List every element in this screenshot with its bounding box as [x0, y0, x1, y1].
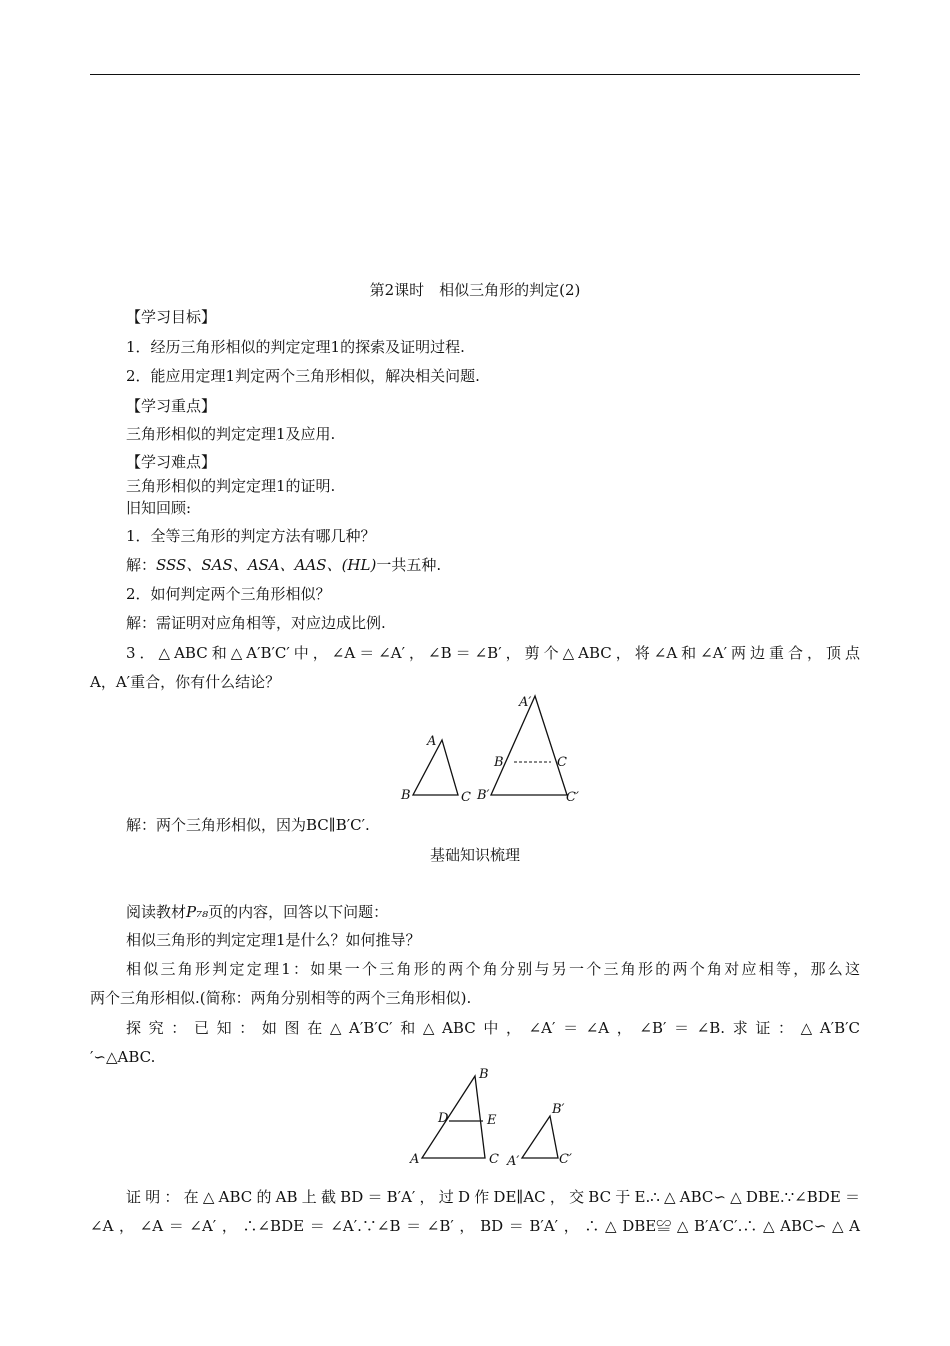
theorem-line-2: 两个三角形相似.(简称：两角分别相等的两个三角形相似).: [90, 989, 472, 1007]
figure-similar-triangles-2: [400, 1064, 590, 1172]
key-heading: 【学习重点】: [126, 397, 217, 415]
answer-1: [126, 555, 441, 575]
goal-2: 2．能应用定理1判定两个三角形相似，解决相关问题.: [126, 367, 480, 385]
question-theorem: 相似三角形的判定定理1是什么？如何推导？: [126, 931, 421, 949]
question-3-line-1: 3．△ABC和△A′B′C′中，∠A＝∠A′，∠B＝∠B′，剪个△ABC，将∠A和∠A′两边重合，顶点: [126, 644, 860, 662]
goals-heading: 【学习目标】: [126, 308, 217, 326]
explore-line-2: ′∽△ABC.: [90, 1048, 156, 1066]
label-d: D: [438, 1111, 449, 1126]
label-a: A: [410, 1152, 420, 1167]
label-c: C: [461, 790, 471, 805]
lesson-title: 第2课时 相似三角形的判定(2): [369, 281, 581, 299]
label-c: C: [489, 1152, 499, 1167]
label-a-prime: A′: [507, 1154, 520, 1169]
label-e: E: [487, 1113, 497, 1128]
label-a-prime: A′: [519, 695, 532, 710]
reading-instruction: [126, 902, 388, 922]
review-heading: 旧知回顾:: [126, 499, 192, 517]
triangle-a-prime: [491, 696, 567, 795]
answer-1-methods: SSS、SAS、ASA、AAS、(HL): [156, 556, 377, 574]
difficulty-text: 三角形相似的判定定理1的证明.: [126, 477, 336, 495]
answer-1-suffix: 一共五种.: [376, 556, 442, 574]
key-text: 三角形相似的判定定理1及应用.: [126, 425, 336, 443]
proof-line-1: 证明：在△ABC的AB上截BD＝B′A′，过D作DE∥AC，交BC于E.∴△ABC∽△DBE.∵∠BDE＝: [126, 1188, 860, 1206]
label-b: B: [479, 1067, 489, 1082]
header-rule: [90, 74, 860, 75]
difficulty-heading: 【学习难点】: [126, 453, 217, 471]
section-title: 基础知识梳理: [429, 846, 520, 864]
label-c-inner: C: [557, 755, 567, 770]
answer-2: 解：需证明对应角相等，对应边成比例.: [126, 614, 386, 632]
proof-line-2: ∠A，∠A＝∠A′，∴∠BDE＝∠A′.∵∠B＝∠B′，BD＝B′A′，∴△DBE≌△B′A′C′.∴△ABC∽△A: [90, 1217, 860, 1235]
label-b: B: [401, 788, 411, 803]
triangle-abc-large: [422, 1076, 485, 1158]
reading-suffix: 页的内容，回答以下问题：: [208, 903, 389, 921]
label-a: A: [427, 734, 437, 749]
theorem-line-1: 相似三角形判定定理1：如果一个三角形的两个角分别与另一个三角形的两个角对应相等，那么这: [126, 960, 860, 978]
answer-3: 解：两个三角形相似，因为BC∥B′C′.: [126, 816, 370, 834]
label-b-inner: B: [494, 755, 504, 770]
label-c-prime: C′: [559, 1152, 572, 1167]
question-1: 1．全等三角形的判定方法有哪几种？: [126, 527, 376, 545]
question-2: 2．如何判定两个三角形相似？: [126, 585, 331, 603]
label-b-prime: B′: [552, 1102, 565, 1117]
triangle-a-prime-small: [522, 1116, 558, 1158]
figure-similar-triangles-1: [395, 688, 595, 806]
answer-1-prefix: 解：: [126, 556, 157, 574]
question-3-line-2: A，A′重合，你有什么结论？: [90, 673, 281, 691]
reading-prefix: 阅读教材: [126, 903, 187, 921]
goal-1: 1．经历三角形相似的判定定理1的探索及证明过程.: [126, 338, 465, 356]
reading-page: P₇₈: [186, 903, 209, 921]
label-c-prime: C′: [566, 790, 579, 805]
label-b-prime: B′: [477, 788, 490, 803]
explore-line-1: 探究：已知：如图在△A′B′C′和△ABC中，∠A′＝∠A，∠B′＝∠B.求证：△A′B′C: [126, 1019, 860, 1037]
